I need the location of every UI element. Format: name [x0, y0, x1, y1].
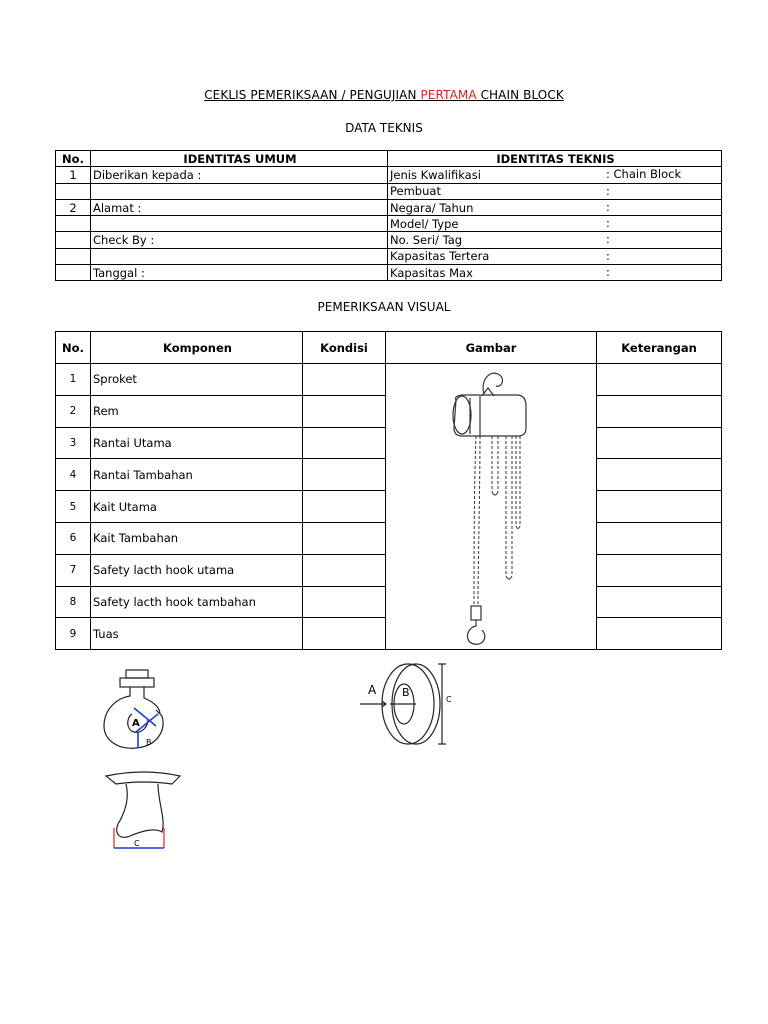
- table-row: [56, 216, 722, 232]
- kondisi-cell[interactable]: [303, 491, 386, 523]
- keterangan-cell[interactable]: [597, 395, 722, 427]
- table-row: [56, 199, 722, 215]
- header-keterangan: Keterangan: [597, 332, 722, 364]
- ring-label-c: C: [446, 695, 452, 704]
- keterangan-cell[interactable]: [597, 364, 722, 396]
- hook-label-b: B: [146, 738, 152, 747]
- table-header-row: [56, 332, 722, 364]
- pemeriksaan-visual-heading: PEMERIKSAAN VISUAL: [317, 300, 451, 314]
- hook-throat-diagram: [96, 668, 196, 758]
- row-no: [56, 216, 91, 232]
- kondisi-cell[interactable]: [303, 395, 386, 427]
- kondisi-cell[interactable]: [303, 364, 386, 396]
- table-row: [56, 232, 722, 248]
- komponen-cell: Sproket: [91, 364, 303, 396]
- title-part1: CEKLIS PEMERIKSAAN / PENGUJIAN: [204, 88, 421, 102]
- teknis-value: :: [606, 216, 610, 231]
- kondisi-cell[interactable]: [303, 427, 386, 459]
- identitas-teknis-cell[interactable]: [388, 199, 722, 215]
- row-no: 5: [56, 491, 91, 523]
- identitas-umum-cell[interactable]: Tanggal :: [91, 265, 388, 281]
- row-no: 7: [56, 554, 91, 586]
- row-no: 1: [56, 167, 91, 183]
- row-no: 4: [56, 459, 91, 491]
- document-title: [0, 88, 768, 102]
- title-part2: CHAIN BLOCK: [476, 88, 564, 102]
- identitas-teknis-cell[interactable]: [388, 183, 722, 199]
- row-no: [56, 265, 91, 281]
- header-identitas-teknis: IDENTITAS TEKNIS: [388, 151, 722, 167]
- teknis-label: Kapasitas Max: [390, 265, 473, 280]
- ring-label-a: A: [368, 683, 377, 697]
- teknis-label: Model/ Type: [390, 216, 459, 231]
- row-no: 6: [56, 522, 91, 554]
- ring-label-b: B: [402, 686, 410, 699]
- keterangan-cell[interactable]: [597, 586, 722, 618]
- table-row: [56, 265, 722, 281]
- chain-link-diagram: [356, 660, 466, 752]
- table-row: [56, 167, 722, 183]
- komponen-cell: Kait Tambahan: [91, 522, 303, 554]
- header-komponen: Komponen: [91, 332, 303, 364]
- identitas-teknis-cell[interactable]: [388, 248, 722, 264]
- komponen-cell: Safety lacth hook tambahan: [91, 586, 303, 618]
- identitas-umum-cell[interactable]: Diberikan kepada :: [91, 167, 388, 183]
- data-teknis-table: [55, 150, 722, 281]
- visual-inspection-table: [55, 331, 722, 650]
- row-no: 8: [56, 586, 91, 618]
- kondisi-cell[interactable]: [303, 522, 386, 554]
- identitas-teknis-cell[interactable]: [388, 232, 722, 248]
- keterangan-cell[interactable]: [597, 522, 722, 554]
- hook-label-a: A: [132, 718, 140, 729]
- table-row: [56, 364, 722, 396]
- header-identitas-umum: IDENTITAS UMUM: [91, 151, 388, 167]
- teknis-label: Jenis Kwalifikasi: [390, 167, 481, 182]
- teknis-label: Negara/ Tahun: [390, 200, 474, 215]
- komponen-cell: Tuas: [91, 618, 303, 650]
- keterangan-cell[interactable]: [597, 491, 722, 523]
- kondisi-cell[interactable]: [303, 554, 386, 586]
- identitas-teknis-cell[interactable]: [388, 167, 722, 183]
- keterangan-cell[interactable]: [597, 554, 722, 586]
- identitas-teknis-cell[interactable]: [388, 216, 722, 232]
- kondisi-cell[interactable]: [303, 618, 386, 650]
- teknis-value: :: [606, 248, 610, 263]
- row-no: 9: [56, 618, 91, 650]
- identitas-umum-cell[interactable]: [91, 248, 388, 264]
- title-highlight: PERTAMA: [420, 88, 477, 102]
- kondisi-cell[interactable]: [303, 586, 386, 618]
- teknis-value: :: [606, 183, 610, 198]
- row-no: [56, 232, 91, 248]
- teknis-label: Kapasitas Tertera: [390, 249, 490, 264]
- data-teknis-heading: DATA TEKNIS: [345, 121, 423, 135]
- komponen-cell: Rantai Utama: [91, 427, 303, 459]
- table-row: [56, 183, 722, 199]
- kondisi-cell[interactable]: [303, 459, 386, 491]
- table-header-row: [56, 151, 722, 167]
- teknis-value: :: [606, 232, 610, 247]
- keterangan-cell[interactable]: [597, 618, 722, 650]
- table-row: [56, 248, 722, 264]
- keterangan-cell[interactable]: [597, 427, 722, 459]
- base-label-c: C: [134, 839, 140, 848]
- row-no: [56, 248, 91, 264]
- identitas-umum-cell[interactable]: [91, 216, 388, 232]
- hook-base-diagram: [104, 770, 184, 854]
- identitas-umum-cell[interactable]: Alamat :: [91, 199, 388, 215]
- teknis-label: Pembuat: [390, 184, 441, 199]
- row-no: [56, 183, 91, 199]
- teknis-value: :: [606, 265, 610, 280]
- teknis-value: :: [606, 199, 610, 214]
- row-no: 3: [56, 427, 91, 459]
- identitas-umum-cell[interactable]: Check By :: [91, 232, 388, 248]
- komponen-cell: Kait Utama: [91, 491, 303, 523]
- teknis-label: No. Seri/ Tag: [390, 233, 463, 248]
- identitas-teknis-cell[interactable]: [388, 265, 722, 281]
- header-kondisi: Kondisi: [303, 332, 386, 364]
- header-no: No.: [56, 151, 91, 167]
- header-no: No.: [56, 332, 91, 364]
- row-no: 2: [56, 199, 91, 215]
- teknis-value: : Chain Block: [606, 167, 682, 182]
- komponen-cell: Rem: [91, 395, 303, 427]
- row-no: 1: [56, 364, 91, 396]
- keterangan-cell[interactable]: [597, 459, 722, 491]
- identitas-umum-cell[interactable]: [91, 183, 388, 199]
- komponen-cell: Rantai Tambahan: [91, 459, 303, 491]
- row-no: 2: [56, 395, 91, 427]
- komponen-cell: Safety lacth hook utama: [91, 554, 303, 586]
- chain-block-illustration: [440, 366, 550, 648]
- header-gambar: Gambar: [386, 332, 597, 364]
